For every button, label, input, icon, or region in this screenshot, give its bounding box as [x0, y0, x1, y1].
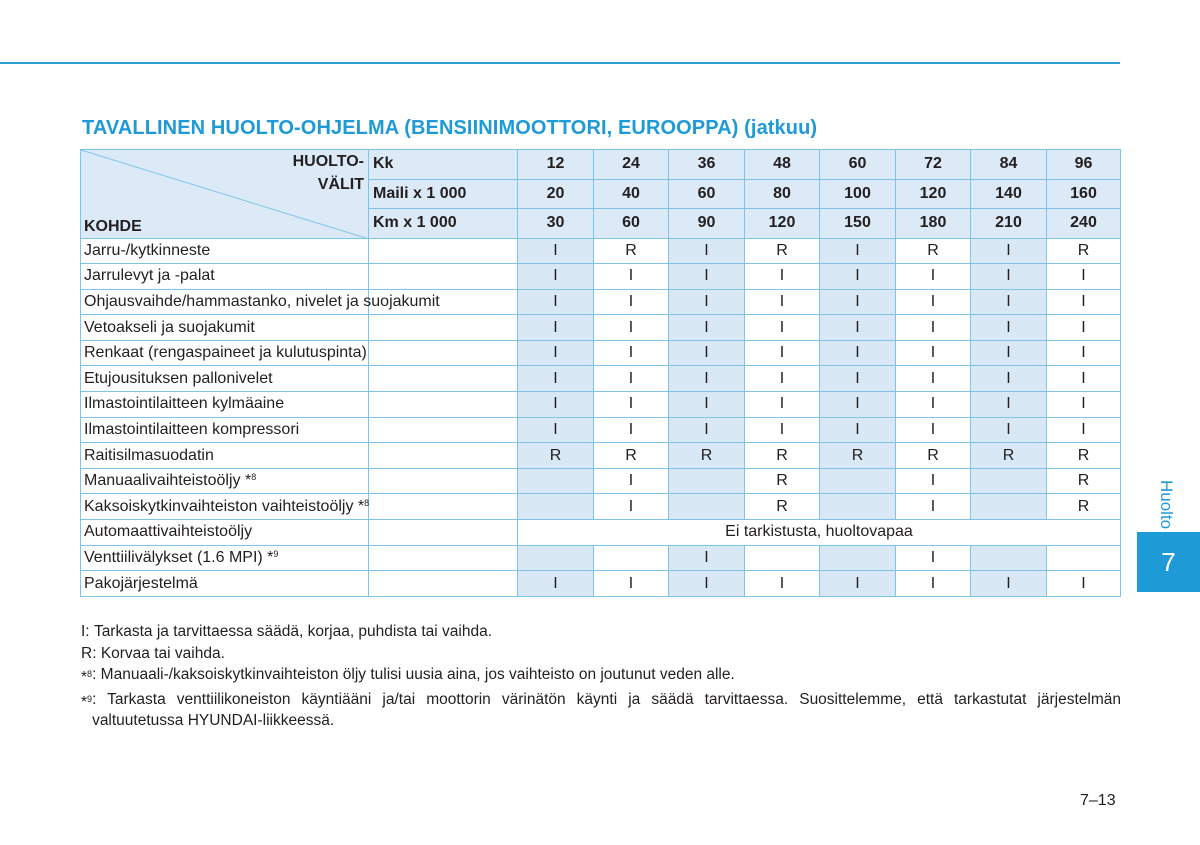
unit-blank-cell: [369, 340, 518, 366]
schedule-cell: I: [594, 571, 669, 597]
schedule-cell: [820, 545, 896, 571]
header-interval-value: 120: [745, 209, 820, 239]
schedule-cell: [971, 545, 1047, 571]
header-interval-value: 20: [518, 179, 594, 209]
table-row: [81, 545, 1121, 571]
schedule-cell: I: [518, 417, 594, 443]
header-interval-value: 180: [896, 209, 971, 239]
schedule-cell: I: [896, 545, 971, 571]
corner-item-label: KOHDE: [84, 217, 142, 235]
schedule-cell: I: [1047, 392, 1121, 418]
table-row: [81, 289, 1121, 315]
schedule-cell: R: [820, 443, 896, 469]
note-text: : Tarkasta venttiilikoneiston käyntiääni ja/tai moottorin värinätön käynti ja säädä tarvittaessa. Suosittelemme, että tarkastutat järjestelmän valtuutetussa HYUNDAI-liikkeessä.: [92, 690, 1121, 729]
schedule-cell: I: [971, 289, 1047, 315]
note-footnote-9: [81, 689, 1121, 732]
schedule-cell: I: [1047, 264, 1121, 290]
schedule-cell: I: [1047, 340, 1121, 366]
schedule-cell: I: [971, 571, 1047, 597]
schedule-cell: I: [594, 468, 669, 494]
item-name: Automaattivaihteistoöljy: [81, 520, 369, 546]
header-interval-value: 30: [518, 209, 594, 239]
schedule-cell: R: [896, 238, 971, 264]
table-row: [81, 417, 1121, 443]
table-row: [81, 468, 1121, 494]
schedule-cell: I: [669, 340, 745, 366]
header-interval-value: 80: [745, 179, 820, 209]
schedule-cell: I: [971, 340, 1047, 366]
chapter-tab-label[interactable]: Huolto: [1157, 480, 1176, 530]
schedule-cell: I: [669, 264, 745, 290]
schedule-cell: I: [971, 264, 1047, 290]
unit-blank-cell: [369, 264, 518, 290]
schedule-cell: R: [745, 443, 820, 469]
maintenance-schedule-table: [80, 149, 1121, 597]
header-interval-value: 240: [1047, 209, 1121, 239]
header-interval-value: 96: [1047, 150, 1121, 180]
schedule-cell: R: [518, 443, 594, 469]
schedule-cell: I: [518, 289, 594, 315]
corner-interval-label-2: VÄLIT: [317, 176, 364, 193]
schedule-cell: I: [669, 366, 745, 392]
table-row: [81, 520, 1121, 546]
schedule-cell: R: [971, 443, 1047, 469]
schedule-cell: [745, 545, 820, 571]
header-row-months: [81, 150, 1121, 180]
schedule-cell: [669, 468, 745, 494]
note-text: Tarkasta ja tarvittaessa säädä, korjaa, puhdista tai vaihda.: [93, 623, 492, 640]
chapter-tab-number[interactable]: 7: [1137, 532, 1200, 592]
schedule-cell: I: [820, 264, 896, 290]
item-name: Raitisilmasuodatin: [81, 443, 369, 469]
schedule-cell: I: [820, 289, 896, 315]
schedule-cell: [820, 494, 896, 520]
schedule-cell: I: [669, 315, 745, 341]
schedule-cell: I: [1047, 315, 1121, 341]
schedule-cell: I: [518, 340, 594, 366]
note-inspect: [81, 621, 1121, 643]
schedule-cell: I: [820, 417, 896, 443]
footnote-ref: 8: [251, 472, 257, 483]
unit-blank-cell: [369, 417, 518, 443]
note-text: : Manuaali-/kaksoiskytkinvaihteiston öljy tulisi uusia aina, jos vaihteisto on joutunut veden alle.: [92, 666, 735, 683]
schedule-cell: R: [745, 494, 820, 520]
schedule-cell: [971, 494, 1047, 520]
item-name: Vetoakseli ja suojakumit: [81, 315, 369, 341]
item-name: Ohjausvaihde/hammastanko, nivelet ja suojakumit: [81, 289, 369, 315]
item-name: Jarru-/kytkinneste: [81, 238, 369, 264]
header-interval-value: 60: [669, 179, 745, 209]
header-interval-value: 72: [896, 150, 971, 180]
schedule-cell: [820, 468, 896, 494]
header-interval-value: 60: [820, 150, 896, 180]
unit-blank-cell: [369, 392, 518, 418]
schedule-cell: I: [896, 392, 971, 418]
schedule-cell: I: [745, 417, 820, 443]
header-interval-value: 140: [971, 179, 1047, 209]
item-name: Pakojärjestelmä: [81, 571, 369, 597]
page-number: 7–13: [1080, 792, 1116, 809]
schedule-cell: I: [896, 571, 971, 597]
table-row: [81, 443, 1121, 469]
schedule-cell: I: [594, 264, 669, 290]
schedule-cell: R: [745, 468, 820, 494]
footnote-ref: 9: [273, 548, 279, 559]
header-interval-value: 24: [594, 150, 669, 180]
schedule-cell: I: [896, 417, 971, 443]
note-text: Korvaa tai vaihda.: [100, 644, 225, 662]
item-name: Venttiilivälykset (1.6 MPI) *$^9$: [81, 545, 369, 571]
schedule-cell: I: [518, 238, 594, 264]
unit-blank-cell: [369, 366, 518, 392]
header-interval-value: 12: [518, 150, 594, 180]
schedule-cell: I: [896, 340, 971, 366]
footnotes: [81, 621, 1121, 732]
schedule-cell: I: [669, 289, 745, 315]
schedule-cell: R: [745, 238, 820, 264]
header-unit: Km x 1 000: [369, 209, 518, 239]
header-interval-value: 60: [594, 209, 669, 239]
header-interval-value: 84: [971, 150, 1047, 180]
top-rule: [0, 62, 1120, 64]
header-interval-value: 40: [594, 179, 669, 209]
schedule-cell: I: [669, 545, 745, 571]
header-interval-value: 150: [820, 209, 896, 239]
item-name: Ilmastointilaitteen kompressori: [81, 417, 369, 443]
table-row: [81, 366, 1121, 392]
schedule-cell: I: [594, 392, 669, 418]
schedule-cell: [1047, 545, 1121, 571]
spanned-note-cell: Ei tarkistusta, huoltovapaa: [518, 520, 1121, 546]
schedule-cell: I: [1047, 289, 1121, 315]
footnote-ref: 8: [364, 497, 370, 508]
unit-blank-cell: [369, 520, 518, 546]
table-row: [81, 571, 1121, 597]
schedule-cell: I: [971, 417, 1047, 443]
schedule-cell: I: [820, 392, 896, 418]
schedule-cell: I: [669, 392, 745, 418]
schedule-cell: I: [669, 571, 745, 597]
note-key: I:: [81, 623, 90, 640]
schedule-cell: I: [820, 340, 896, 366]
schedule-cell: I: [896, 494, 971, 520]
note-replace: [81, 643, 1121, 665]
schedule-cell: I: [518, 366, 594, 392]
header-unit: Kk: [369, 150, 518, 180]
schedule-cell: I: [971, 315, 1047, 341]
schedule-cell: I: [669, 417, 745, 443]
header-interval-value: 100: [820, 179, 896, 209]
unit-blank-cell: [369, 494, 518, 520]
page-title: TAVALLINEN HUOLTO-OHJELMA (BENSIINIMOOTTORI, EUROOPPA) (jatkuu): [82, 117, 818, 139]
header-unit: Maili x 1 000: [369, 179, 518, 209]
schedule-cell: R: [594, 443, 669, 469]
schedule-cell: I: [594, 340, 669, 366]
schedule-cell: R: [896, 443, 971, 469]
schedule-cell: I: [745, 571, 820, 597]
table-row: [81, 264, 1121, 290]
unit-blank-cell: [369, 571, 518, 597]
schedule-cell: I: [820, 315, 896, 341]
header-interval-value: 120: [896, 179, 971, 209]
item-name: Ilmastointilaitteen kylmäaine: [81, 392, 369, 418]
item-name: Manuaalivaihteistoöljy *$^8$: [81, 468, 369, 494]
schedule-cell: I: [896, 366, 971, 392]
schedule-cell: I: [669, 238, 745, 264]
schedule-cell: I: [745, 289, 820, 315]
schedule-cell: I: [518, 315, 594, 341]
schedule-cell: R: [1047, 468, 1121, 494]
schedule-cell: I: [518, 264, 594, 290]
unit-blank-cell: [369, 545, 518, 571]
header-corner-cell: [81, 150, 369, 239]
note-key: R:: [81, 644, 97, 662]
schedule-cell: [518, 468, 594, 494]
item-name: Renkaat (rengaspaineet ja kulutuspinta): [81, 340, 369, 366]
schedule-cell: R: [669, 443, 745, 469]
schedule-cell: I: [594, 315, 669, 341]
schedule-cell: [518, 494, 594, 520]
table-row: [81, 392, 1121, 418]
schedule-cell: I: [745, 392, 820, 418]
schedule-cell: I: [594, 289, 669, 315]
schedule-cell: [971, 468, 1047, 494]
header-interval-value: 36: [669, 150, 745, 180]
schedule-cell: I: [518, 571, 594, 597]
schedule-cell: [594, 545, 669, 571]
corner-interval-label: HUOLTO-: [292, 153, 364, 170]
note-footnote-8: [81, 664, 1121, 689]
schedule-cell: I: [820, 366, 896, 392]
schedule-cell: R: [1047, 443, 1121, 469]
schedule-cell: I: [745, 264, 820, 290]
schedule-cell: I: [896, 315, 971, 341]
table-row: [81, 494, 1121, 520]
table-row: [81, 340, 1121, 366]
schedule-cell: I: [1047, 366, 1121, 392]
schedule-cell: I: [594, 366, 669, 392]
schedule-cell: I: [1047, 417, 1121, 443]
header-interval-value: 210: [971, 209, 1047, 239]
schedule-cell: I: [745, 340, 820, 366]
schedule-cell: I: [971, 238, 1047, 264]
unit-blank-cell: [369, 443, 518, 469]
item-name: Kaksoiskytkinvaihteiston vaihteistoöljy *$^8$: [81, 494, 369, 520]
schedule-cell: I: [745, 315, 820, 341]
header-interval-value: 90: [669, 209, 745, 239]
item-name: Etujousituksen pallonivelet: [81, 366, 369, 392]
table-row: [81, 315, 1121, 341]
unit-blank-cell: [369, 468, 518, 494]
note-key: *$^8$: [81, 669, 93, 686]
schedule-cell: I: [820, 571, 896, 597]
schedule-cell: I: [594, 494, 669, 520]
schedule-cell: R: [1047, 494, 1121, 520]
item-name: Jarrulevyt ja -palat: [81, 264, 369, 290]
unit-blank-cell: [369, 315, 518, 341]
schedule-cell: R: [594, 238, 669, 264]
schedule-cell: I: [518, 392, 594, 418]
table-row: [81, 238, 1121, 264]
schedule-cell: I: [896, 468, 971, 494]
schedule-cell: I: [971, 366, 1047, 392]
schedule-cell: [518, 545, 594, 571]
schedule-cell: [669, 494, 745, 520]
schedule-cell: I: [594, 417, 669, 443]
schedule-cell: I: [1047, 571, 1121, 597]
schedule-cell: I: [896, 264, 971, 290]
schedule-cell: I: [820, 238, 896, 264]
note-key: *$^9$: [81, 693, 93, 711]
schedule-cell: I: [971, 392, 1047, 418]
header-interval-value: 160: [1047, 179, 1121, 209]
header-interval-value: 48: [745, 150, 820, 180]
schedule-cell: I: [745, 366, 820, 392]
unit-blank-cell: [369, 238, 518, 264]
schedule-cell: R: [1047, 238, 1121, 264]
schedule-cell: I: [896, 289, 971, 315]
